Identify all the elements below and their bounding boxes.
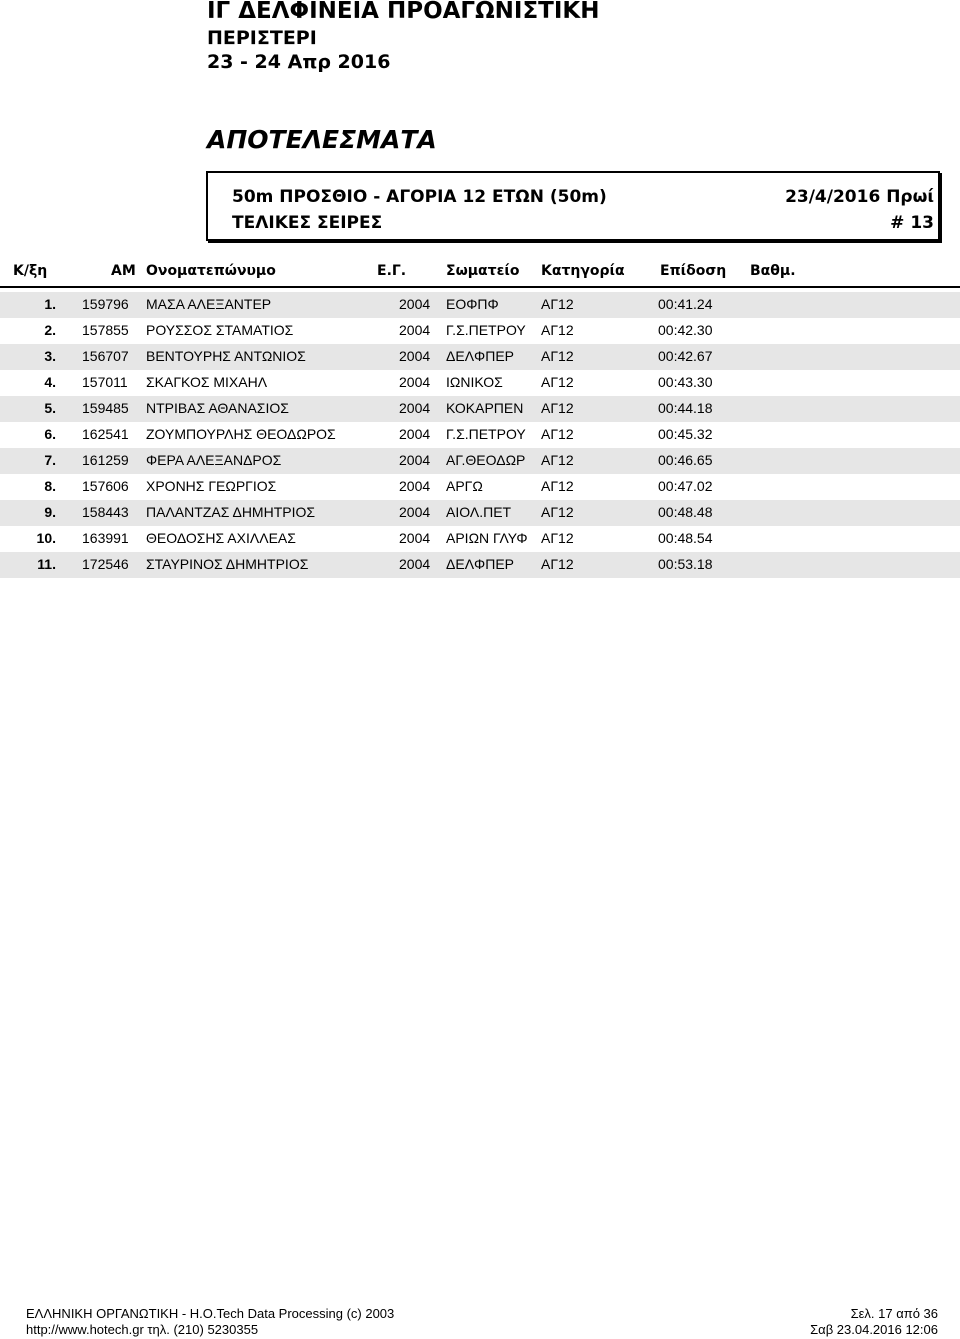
cell-rank: 11. [37,556,56,572]
cell-club: ΑΓ.ΘΕΟΔΩΡ [446,452,526,468]
cell-club: ΑΙΟΛ.ΠΕΤ [446,504,512,520]
table-row [0,474,960,500]
cell-year: 2004 [399,400,431,416]
cell-time: 00:42.30 [658,322,713,338]
table-row [0,318,960,344]
cell-club: Γ.Σ.ΠΕΤΡΟΥ [446,322,526,338]
cell-category: ΑΓ12 [541,556,574,572]
cell-year: 2004 [399,556,431,572]
cell-category: ΑΓ12 [541,426,574,442]
cell-name: ΦΕΡΑ ΑΛΕΞΑΝΔΡΟΣ [146,452,282,468]
footer-page: Σελ. 17 από 36 [850,1306,938,1321]
cell-rank: 5. [44,400,56,416]
cell-rank: 7. [44,452,56,468]
cell-year: 2004 [399,348,431,364]
results-title: ΑΠΟΤΕΛΕΣΜΑΤΑ [207,125,437,154]
cell-category: ΑΓ12 [541,400,574,416]
table-row [0,526,960,552]
table-row [0,552,960,578]
footer-printed: Σαβ 23.04.2016 12:06 [810,1322,938,1337]
cell-time: 00:45.32 [658,426,713,442]
col-name: Ονοματεπώνυμο [146,263,276,279]
cell-am: 159485 [82,400,129,416]
cell-am: 157011 [82,374,128,390]
col-points: Βαθμ. [750,263,796,279]
cell-club: ΔΕΛΦΠΕΡ [446,556,514,572]
cell-year: 2004 [399,530,431,546]
cell-am: 157606 [82,478,129,494]
cell-rank: 6. [44,426,56,442]
cell-time: 00:47.02 [658,478,713,494]
header-divider [0,286,960,288]
cell-year: 2004 [399,478,431,494]
table-row [0,344,960,370]
cell-am: 157855 [82,322,129,338]
cell-rank: 8. [44,478,56,494]
cell-name: ΘΕΟΔΟΣΗΣ ΑΧΙΛΛΕΑΣ [146,530,296,546]
cell-name: ΜΑΣΑ ΑΛΕΞΑΝΤΕΡ [146,296,272,312]
cell-time: 00:48.48 [658,504,713,520]
cell-category: ΑΓ12 [541,348,574,364]
cell-name: ΝΤΡΙΒΑΣ ΑΘΑΝΑΣΙΟΣ [146,400,289,416]
cell-year: 2004 [399,322,431,338]
cell-club: ΕΟΦΠΦ [446,296,499,312]
cell-am: 162541 [82,426,129,442]
cell-category: ΑΓ12 [541,504,574,520]
cell-year: 2004 [399,426,431,442]
cell-club: ΔΕΛΦΠΕΡ [446,348,514,364]
table-row [0,370,960,396]
cell-club: ΑΡΙΩΝ ΓΛΥΦ [446,530,528,546]
footer-web: http://www.hotech.gr τηλ. (210) 5230355 [26,1322,259,1337]
cell-am: 163991 [82,530,129,546]
cell-rank: 1. [44,296,56,312]
cell-name: ΡΟΥΣΣΟΣ ΣΤΑΜΑΤΙΟΣ [146,322,294,338]
cell-year: 2004 [399,374,431,390]
cell-name: ΠΑΛΑΝΤΖΑΣ ΔΗΜΗΤΡΙΟΣ [146,504,316,520]
cell-category: ΑΓ12 [541,322,574,338]
cell-time: 00:48.54 [658,530,713,546]
cell-category: ΑΓ12 [541,530,574,546]
cell-name: ΧΡΟΝΗΣ ΓΕΩΡΓΙΟΣ [146,478,277,494]
cell-name: ΒΕΝΤΟΥΡΗΣ ΑΝΤΩΝΙΟΣ [146,348,306,364]
cell-time: 00:46.65 [658,452,713,468]
cell-rank: 3. [44,348,56,364]
cell-rank: 2. [44,322,56,338]
event-number: # 13 [890,213,934,233]
cell-time: 00:43.30 [658,374,713,390]
meet-title: ΙΓ ΔΕΛΦΙΝΕΙΑ ΠΡΟΑΓΩΝΙΣΤΙΚΗ [207,0,600,24]
cell-am: 158443 [82,504,129,520]
cell-am: 156707 [82,348,129,364]
cell-name: ΣΚΑΓΚΟΣ ΜΙΧΑΗΛ [146,374,268,390]
cell-time: 00:44.18 [658,400,713,416]
cell-club: ΑΡΓΩ [446,478,483,494]
col-rank: Κ/ξη [13,263,48,279]
event-info-box [206,171,940,241]
cell-time: 00:41.24 [658,296,713,312]
footer-org: ΕΛΛΗΝΙΚΗ ΟΡΓΑΝΩΤΙΚΗ - Η.Ο.Tech Data Processing (c) 2003 [26,1306,395,1321]
event-session: 23/4/2016 Πρωί [785,187,934,207]
table-row [0,500,960,526]
cell-category: ΑΓ12 [541,452,574,468]
table-row [0,448,960,474]
cell-am: 159796 [82,296,129,312]
table-row [0,422,960,448]
col-year: Ε.Γ. [377,263,407,279]
table-row [0,396,960,422]
cell-name: ΖΟΥΜΠΟΥΡΛΗΣ ΘΕΟΔΩΡΟΣ [146,426,336,442]
event-name: 50m ΠΡΟΣΘΙΟ - ΑΓΟΡΙΑ 12 ΕΤΩΝ (50m) [232,187,607,207]
col-category: Κατηγορία [541,263,625,279]
cell-year: 2004 [399,296,431,312]
meet-dates: 23 - 24 Απρ 2016 [207,51,391,73]
col-am: ΑΜ [111,263,136,279]
cell-name: ΣΤΑΥΡΙΝΟΣ ΔΗΜΗΤΡΙΟΣ [146,556,309,572]
cell-am: 172546 [82,556,129,572]
cell-time: 00:53.18 [658,556,713,572]
cell-year: 2004 [399,504,431,520]
cell-am: 161259 [82,452,129,468]
cell-time: 00:42.67 [658,348,713,364]
cell-rank: 4. [44,374,56,390]
table-row [0,292,960,318]
cell-club: ΙΩΝΙΚΟΣ [446,374,503,390]
cell-rank: 9. [44,504,56,520]
cell-category: ΑΓ12 [541,296,574,312]
cell-rank: 10. [36,530,56,546]
cell-category: ΑΓ12 [541,374,574,390]
cell-year: 2004 [399,452,431,468]
cell-category: ΑΓ12 [541,478,574,494]
cell-club: Γ.Σ.ΠΕΤΡΟΥ [446,426,526,442]
col-time: Επίδοση [660,263,727,279]
cell-club: ΚΟΚΑΡΠΕΝ [446,400,524,416]
col-club: Σωματείο [446,263,520,279]
meet-city: ΠΕΡΙΣΤΕΡΙ [207,27,317,49]
event-phase: ΤΕΛΙΚΕΣ ΣΕΙΡΕΣ [232,213,383,233]
